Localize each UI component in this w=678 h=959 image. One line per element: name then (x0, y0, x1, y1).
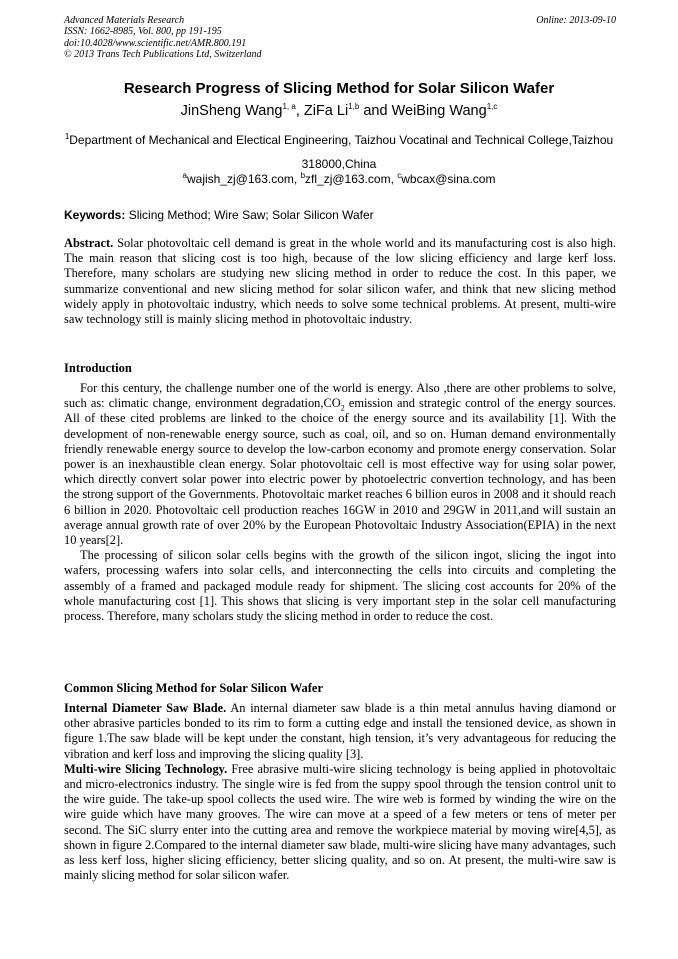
author-sup: 1,c (486, 102, 498, 112)
author-sup: 1,b (348, 102, 360, 112)
common-slicing-body (64, 701, 616, 883)
paragraph-text: emission and strategic control of the energy sources. All of these cited problems are linked to the choice of the energy source and its availability [1]. With the development of non-renewable energy source, such as coal, oil, and so on. Human demand environmentally friendly renewable energy source to develop the low-carbon economy and promote energy conservation. Solar power is an inexhaustible clean energy. Solar photovoltaic cell is most effective way for using solar power, which directly convert solar power into electric power by photoelectric convertion technology, and has been the strong support of the Governments. Photovoltaic market reaches 6 billion euros in 2008 and it should reach 6 billion in 2020. Photovoltaic cell production reaches 16GW in 2010 and 29GW in 2011,and will sustain an average annual growth rate of over 20% by the European Photovoltaic Industry Association(EPIA) in the next 10 years[2]. (64, 396, 617, 548)
author-name: JinSheng Wang (180, 103, 283, 119)
paragraph (64, 701, 616, 762)
affiliation (64, 128, 614, 176)
author-separator: , (295, 103, 304, 119)
issn-line: ISSN: 1662-8985, Vol. 800, pp 191-195 (64, 26, 222, 38)
subscript: 2 (340, 403, 345, 413)
journal-header (64, 15, 262, 61)
paragraph-text: An internal diameter saw blade is a thin metal annulus having diamond or other abrasive particles bonded to its rim to form a cutting edge and install the tensioned device, as shown in figure 1.The saw blade will be kept under the constant, high tension, it’s very advantageous for reducing the vibration and kerf loss and improving the slicing quality [3]. (64, 701, 616, 761)
copyright-line: © 2013 Trans Tech Publications Ltd, Switzerland (64, 49, 262, 61)
paragraph (64, 381, 616, 548)
keywords (64, 208, 616, 222)
online-date: Online: 2013-09-10 (536, 15, 616, 26)
email-b[interactable]: zfl_zj@163.com, (305, 172, 398, 186)
section-heading-introduction: Introduction (64, 361, 132, 375)
journal-name: Advanced Materials Research (64, 15, 185, 26)
author-name: ZiFa Li (303, 103, 349, 119)
author-sup: 1, a (282, 102, 296, 112)
keywords-label: Keywords: (64, 208, 126, 222)
paragraph-label: Multi-wire Slicing Technology. (64, 761, 228, 776)
email-sup: a (182, 171, 187, 180)
abstract-text: Solar photovoltaic cell demand is great in the whole world and its manufacturing cost is also high. The main reason that slicing cost is too high, because of the low slicing efficiency and large kerf loss. Therefore, many scholars are studying new slicing method in order to reduce the cost. In this paper, we summarize conventional and new slicing method for solar silicon wafer, and think that new slicing method widely apply in photovoltaic industry, which needs to solve some technical problems. At present, multi-wire saw technology still is mainly slicing method in photovoltaic industry. (64, 236, 616, 327)
keywords-text: Slicing Method; Wire Saw; Solar Silicon Wafer (125, 208, 374, 222)
email-sup: b (300, 171, 306, 180)
doi-line: doi:10.4028/www.scientific.net/AMR.800.191 (64, 37, 247, 49)
affiliation-text: Department of Mechanical and Electical Engineering, Taizhou Vocatinal and Technical College,Taizhou 318000,China (69, 133, 614, 171)
author-emails (0, 172, 678, 186)
affiliation-sup: 1 (64, 132, 70, 141)
paragraph: The processing of silicon solar cells begins with the growth of the silicon ingot, slicing the ingot into wafers, processing wafers into solar cells, and interconnecting the cells into circuits and completing the assembly of a framed and packaged module ready for shipment. The slicing cost accounts for 20% of the whole manufacturing cost [1]. This shows that slicing is very important step in the solar cell manufacturing process. Therefore, many scholars study the slicing method in order to reduce the cost. (64, 548, 616, 624)
email-c[interactable]: wbcax@sina.com (401, 172, 496, 186)
abstract-label: Abstract. (64, 236, 114, 250)
paragraph-text: For this century, the challenge number one of the world is energy. Also ,there are other problems to solve, such as: climatic change, environment degradation,CO (64, 381, 616, 411)
paragraph-text: Free abrasive multi-wire slicing technology is being applied in photovoltaic and micro-electronics industry. The single wire is fed from the suppy spool through the tension control unit to the wire guide. The take-up spool collects the used wire. The wire web is formed by winding the wire on the wire guide which have many grooves. The wire can move at a speed of a few meters or tens of meter per second. The SiC slurry enter into the cutting area and remove the workpiece material by moving wire[4,5], as shown in figure 2.Compared to the internal diameter saw blade, multi-wire slicing have many advantages, such as less kerf loss, higher slicing efficiency, better slicing quality, and so on. At present, the multi-wire saw is mainly slicing method for solar silicon wafer. (64, 761, 617, 883)
section-heading-common-slicing: Common Slicing Method for Solar Silicon Wafer (64, 681, 324, 695)
paragraph (64, 762, 616, 884)
email-sup: c (397, 171, 402, 180)
introduction-body (64, 381, 616, 624)
author-separator: and (359, 103, 392, 119)
paper-title: Research Progress of Slicing Method for Solar Silicon Wafer (123, 80, 555, 97)
author-name: WeiBing Wang (391, 103, 487, 119)
abstract (64, 236, 616, 327)
email-a[interactable]: wajish_zj@163.com, (187, 172, 301, 186)
author-list (0, 103, 678, 119)
paragraph-label: Internal Diameter Saw Blade. (64, 701, 227, 715)
